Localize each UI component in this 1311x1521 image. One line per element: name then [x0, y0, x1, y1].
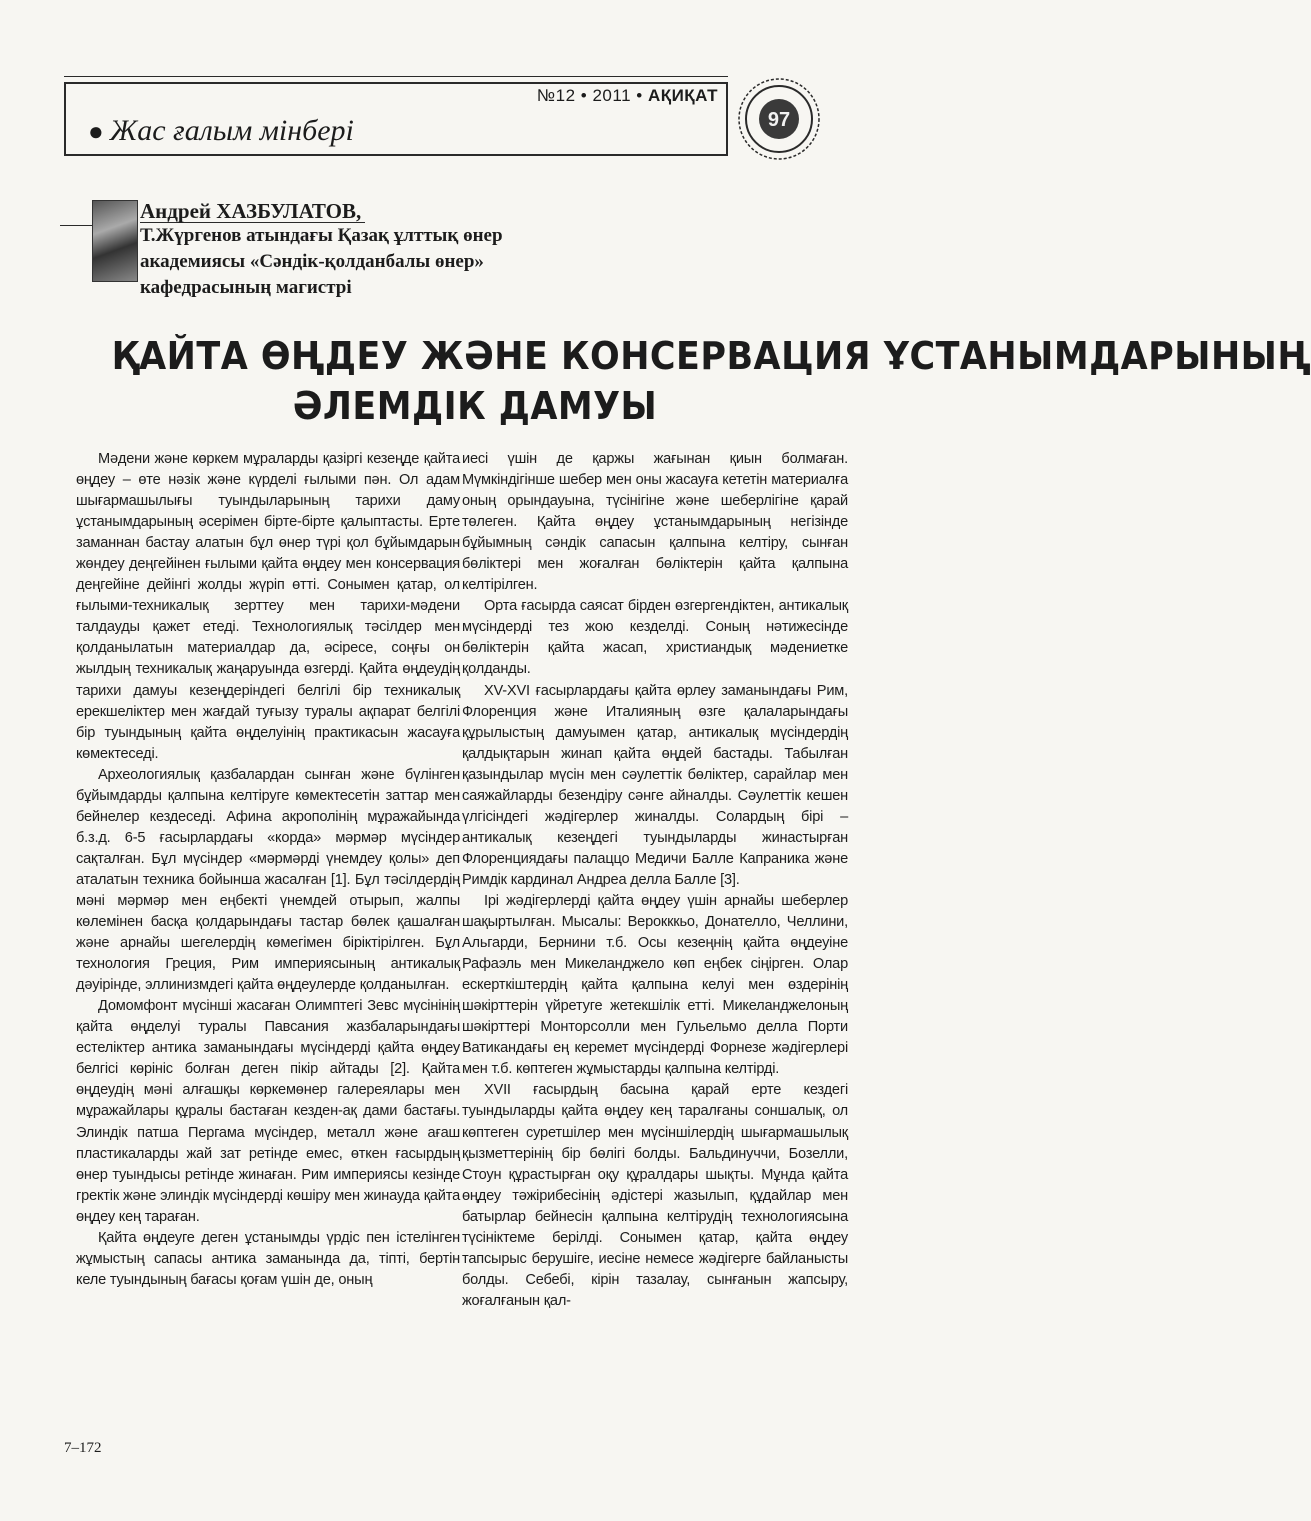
section-title	[88, 114, 354, 148]
right-column	[462, 449, 848, 1312]
author-photo	[92, 200, 138, 282]
page-number-badge	[734, 74, 824, 164]
author-affiliation-1: Т.Жүргенов атындағы Қазақ ұлттық өнер	[140, 225, 503, 246]
article-title-line-2: ӘЛЕМДІК ДАМУЫ	[292, 384, 658, 428]
paragraph: Орта ғасырда саясат бірден өзгергендіктен, антикалық мүсіндерді тез жою кезделді. Соның нәтижесінде бөліктерін қайта жасап, христиандық мәдениетке қолданды.	[462, 598, 848, 678]
paragraph: Мәдени және көркем мұраларды қазіргі кезеңде қайта өңдеу – өте нәзік және күрделі ғылыми пән. Ол адам шығармашылығы туындыларының тарихи даму ұстанымдарының әсерімен бірте-бірте қалыптасты. Ерте заманнан бастау алатын бұл өнер түрі қол бұйымдарын жөндеу деңгейінен ғылыми қайта өңдеу мен консервация деңгейіне дейінгі жолды жүріп өтті. Сонымен қатар, ол ғылыми-техникалық зерттеу мен тарихи-мәдени талдауды қажет етеді. Технологиялық тәсілдер мен қолданылатын материалдар да, әсіресе, соңғы он жылдың техникалық жаңаруында өзгерді. Қайта өңдеудің тарихи дамуы кезеңдеріндегі белгілі бір техникалық ерекшеліктер мен жағдай туғызу туралы ақпарат белгілі бір туындының қайта өңделуінің практикасын жасауға көмектеседі.	[76, 451, 460, 762]
author-affiliation-3: кафедрасының магистрі	[140, 277, 352, 298]
article-title	[111, 332, 1311, 430]
author-affiliation-2: академиясы «Сәндік-қолданбалы өнер»	[140, 251, 484, 272]
paragraph: Ірі жәдігерлерді қайта өңдеу үшін арнайы шеберлер шақыртылған. Мысалы: Верокккьо, Донателло, Челлини, Альгарди, Бернини т.б. Осы кезеңнің қайта өңдеуіне Рафаэль мен Микеланджело көп еңбек сіңірген. Олар ескерткіштердің қайта қалпына келуі мен өздерінің шәкірттерін үйретуге жетекшілік етті. Микеланджелоның шәкірттері Монторсолли мен Гульельмо делла Порти Ватикандағы ең керемет мүсіндерді Форнезе жәдігерлері мен т.б. көптеген жұмыстарды қалпына келтірді.	[462, 892, 848, 1078]
print-code: 7–172	[64, 1440, 102, 1456]
author-name: Андрей ХАЗБУЛАТОВ,	[140, 199, 362, 223]
paragraph: XVII ғасырдың басына қарай ерте кездегі туындыларды қайта өңдеу кең таралғаны соншалық, ол көптеген суретшілер мен мүсіншілердің шығармашылық қызметтерінің бір бөлігі болды. Бальдинуччи, Бозелли, Стоун құрастырған оқу құралдары шықты. Мұнда қайта өңдеу тәжірибесінің әдістері жазылып, құдайлар мен батырлар бейнесін қалпына келтірудің технологиясына түсініктеме берілді. Сонымен қатар, қайта өңдеу тапсырыс берушіге, иесіне немесе жәдігерге байланысты болды. Себебі, кірін тазалау, сынғанын жапсыру, жоғалғанын қал-	[462, 1082, 848, 1309]
paragraph: иесі үшін де қаржы жағынан қиын болмаған. Мүмкіндігінше шебер мен оны жасауға кететін материалға оның орындауына, түсінігіне және шеберлігіне қарай төлеген. Қайта өңдеу ұстанымдарының негізінде бұйымның сәндік сапасын қалпына келтіру, сынған бөліктері мен жоғалған бөліктерін қайта қалпына келтірілген.	[462, 451, 848, 594]
issue-line	[537, 86, 718, 106]
issue-number: №12 • 2011 •	[536, 86, 643, 105]
article-title-line-1: ҚАЙТА ӨҢДЕУ ЖӘНЕ КОНСЕРВАЦИЯ ҰСТАНЫМДАРЫНЫҢ	[111, 334, 1311, 378]
paragraph: Домомфонт мүсінші жасаған Олимптегі Зевс мүсінінің қайта өңделуі туралы Павсания жазбаларындағы естеліктер антика заманындағы мүсіндерді қайта өңдеу белгісі көрініс болған деген пікір айтады [2]. Қайта өңдеудің мәні алғашқы көркемөнер галереялары мен мұражайлары құралы бастаған кезден-ақ дами бастағы. Элиндік патша Пергама мүсіндер, металл және ағаш пластикаларды жай зат ретінде емес, өткен ғасырдың өнер туындысы ретінде жинаған. Рим империясы кезінде гректік және элиндік мүсіндерді көшіру мен жинауда қайта өңдеу кең тараған.	[76, 998, 460, 1225]
author-block	[140, 198, 560, 301]
left-column	[76, 449, 460, 1291]
section-bullet: ●	[88, 117, 104, 146]
magazine-brand: АҚИҚАТ	[647, 86, 718, 105]
paragraph: XV-XVI ғасырлардағы қайта өрлеу заманындағы Рим, Флоренция және Италияның өзге қалаларындағы құрылыстың дамуымен қатар, антикалық мүсіндердің қалдықтарын жинап қайта өңдей бастады. Табылған қазындылар мүсін мен сәулеттік бөліктер, сарайлар мен саяжайларды безендіру сәнге айналды. Сәулеттік кешен үлгісіндегі жәдігерлер жиналды. Солардың бірі – антикалық кезеңдегі туындыларды жинастырған Флоренциядағы палаццо Медичи Балле Капраника және Римдік кардинал Андреа делла Балле [3].	[462, 682, 848, 888]
paragraph: Қайта өңдеуге деген ұстанымды үрдіс пен істелінген жұмыстың сапасы антика заманында да, тіпті, бертін келе туындының бағасы қоғам үшін де, оның	[76, 1229, 460, 1288]
section-label: Жас ғалым мінбері	[109, 114, 354, 147]
page-number: 97	[767, 109, 791, 131]
paragraph: Археологиялық қазбалардан сынған және бүлінген бұйымдарды қалпына келтіруге көмектесетін заттар мен бейнелер кездеседі. Афина акрополінің мұражайында б.з.д. 6-5 ғасырлардағы «корда» мәрмәр мүсіндер сақталған. Бұл мүсіндер «мәрмәрді үнемдеу қолы» деп аталатын техника бойынша жасалған [1]. Бұл тәсілдердің мәні мәрмәр мен еңбекті үнемдей отырып, жалпы көлемінен басқа қолдарындағы тастар бөлек қашалған және арнайы шегелердің көмегімен біріктірілген. Бұл технология Греция, Рим империясының антикалық дәуірінде, эллинизмдегі қайта өңдеулерде қолданылған.	[76, 766, 460, 994]
header-box	[64, 82, 728, 156]
